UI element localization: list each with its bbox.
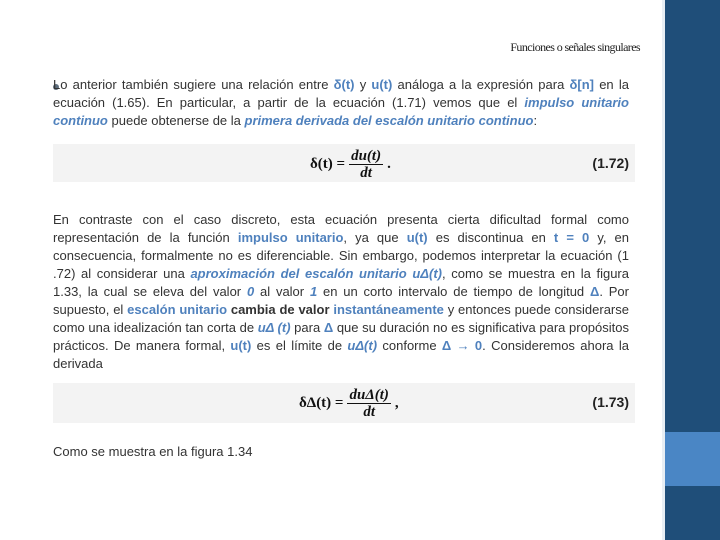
fraction — [347, 387, 390, 420]
equation-tail: , — [394, 395, 399, 411]
text-run: análoga a la expresión para — [392, 77, 570, 92]
text-run: conforme — [377, 338, 442, 353]
slide-title: Funciones o señales singulares — [510, 40, 640, 54]
text-run-bold: cambia de valor — [227, 302, 334, 317]
text-run: en la ecuación (1.65). En particular, a partir de la ecuación (1.71) vemos que el — [53, 77, 629, 110]
text-run: al valor — [254, 284, 310, 299]
text-run: es el límite de — [251, 338, 348, 353]
highlight-u-delta: uΔ(t) — [347, 338, 378, 353]
highlight-u-t: u(t) — [371, 77, 393, 92]
text-run: En contraste con el caso discreto, esta ecuación presenta cierta dificultad formal como representación de la función — [53, 212, 629, 245]
fraction-numerator: du(t) — [351, 148, 382, 164]
equation-1-73 — [53, 383, 635, 423]
highlight-impulse: impulso unitario — [237, 230, 344, 245]
highlight-u-t: u(t) — [230, 338, 252, 353]
text-run: y entonces puede considerarse como una idealización tan corta de — [53, 302, 629, 335]
equation-tail: . — [387, 156, 391, 172]
text-run: para — [290, 320, 324, 335]
equation-number: (1.73) — [592, 394, 629, 410]
equation-formula — [299, 387, 399, 420]
highlight-step: escalón unitario — [127, 302, 228, 317]
text-run: : — [533, 113, 538, 128]
equation-lhs: δ(t) = — [310, 156, 346, 172]
highlight-instant: instantáneamente — [333, 302, 444, 317]
text-run: que su duración no es significativa para propósitos prácticos. De manera formal, — [53, 320, 629, 353]
equation-formula — [310, 148, 391, 181]
highlight-u-delta: uΔ(t) — [406, 266, 443, 281]
highlight-delta-t: δ(t) — [333, 77, 355, 92]
text-run: Lo anterior también sugiere una relación entre — [53, 77, 334, 92]
paragraph-intro — [53, 76, 629, 130]
paragraph-closing: Como se muestra en la figura 1.34 — [53, 444, 253, 459]
highlight-t-zero: t = 0 — [553, 230, 590, 245]
highlight-delta: Δ — [589, 284, 600, 299]
fraction-numerator: duΔ(t) — [349, 387, 389, 403]
highlight-derivative: primera derivada del escalón unitario continuo — [244, 113, 534, 128]
text-run: es discontinua en — [427, 230, 554, 245]
sidebar-accent-block — [665, 432, 720, 486]
highlight-impulse: impulso unitario continuo — [53, 95, 629, 128]
text-run: , ya que — [343, 230, 407, 245]
text-run: puede obtenerse de la — [107, 113, 245, 128]
fraction — [349, 148, 383, 181]
highlight-delta: Δ — [323, 320, 334, 335]
equation-lhs: δΔ(t) = — [299, 395, 344, 411]
highlight-delta-n: δ[n] — [569, 77, 594, 92]
fraction-denominator: dt — [363, 404, 376, 420]
equation-number: (1.72) — [592, 155, 629, 171]
fraction-denominator: dt — [360, 165, 372, 181]
highlight-zero: 0 — [246, 284, 255, 299]
highlight-one: 1 — [309, 284, 318, 299]
equation-1-72 — [53, 144, 635, 182]
highlight-u-delta: uΔ (t) — [257, 320, 291, 335]
text-run: y — [354, 77, 372, 92]
text-run: . Por supuesto, el — [53, 284, 629, 317]
paragraph-discussion — [53, 211, 629, 373]
highlight-u-t: u(t) — [406, 230, 428, 245]
text-run: , como se muestra en la figura 1.33, la cual se eleva del valor — [53, 266, 629, 299]
highlight-limit: Δ → 0 — [441, 338, 483, 353]
highlight-approximation: aproximación del escalón unitario — [190, 266, 407, 281]
text-run: y, en consecuencia, formalmente no es diferenciable. Sin embargo, podemos interpretar la ecuación (1 .72) al considerar una — [53, 230, 630, 281]
text-run: en un corto intervalo de tiempo de longitud — [317, 284, 590, 299]
text-run: . Consideremos ahora la derivada — [53, 338, 629, 371]
